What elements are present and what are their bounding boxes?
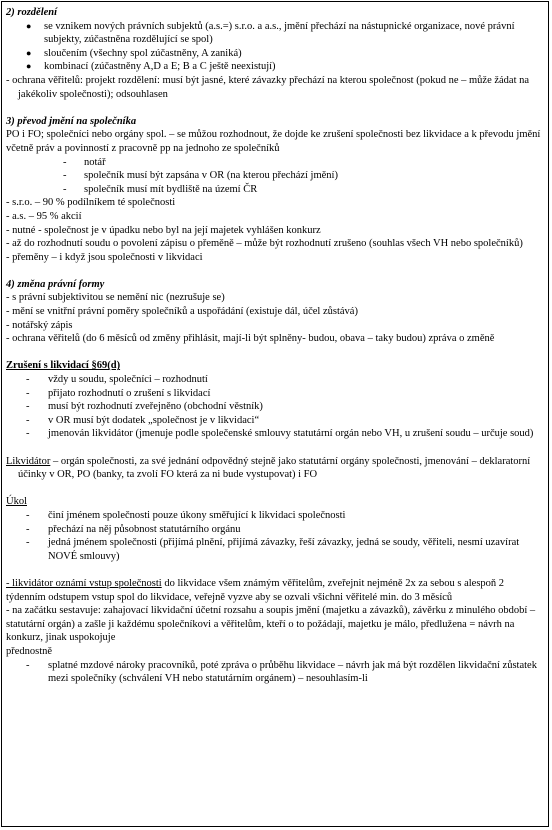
bullet-icon: ● — [26, 47, 32, 58]
section-heading-zmena: 4) změna právní formy — [6, 278, 105, 290]
text-line: - a.s. – 95 % akcií — [6, 210, 82, 222]
dash-list — [6, 156, 544, 197]
list-item: - musí být rozhodnutí zveřejněno (obchodní věstník) — [26, 401, 263, 413]
paragraph: - likvidátor oznámí vstup společnosti do likvidace všem známým věřitelům, zveřejnit nejméně 2x za sebou s alespoň 2 týdenním odstupem vstup spol do likvidace, veřejně vyzve aby se ozvali všichni věřitelé min. do 3 měsíců — [6, 577, 505, 603]
paragraph: PO i FO; společníci nebo orgány spol. – se můžou rozhodnout, že dojde ke zrušení společnosti bez likvidace a k převodu jmění včetně práv a povinností z pracovně pp na jednoho ze společníků — [6, 129, 541, 154]
paragraph-likvidator: Likvidátor – orgán společnosti, za své jednání odpovědný stejně jako statutární orgány společnosti, jmenování – deklaratorní účinky v OR, PO (banky, ta zvolí FO která za ni bude vystupovat) i FO — [6, 455, 531, 481]
list-item: ● kombinací (zúčastněny A,D a E; B a C ještě neexistují) — [26, 61, 276, 73]
text-line: - přeměny – i když jsou společnosti v likvidaci — [6, 251, 203, 263]
text-line: - ochrana věřitelů (do 6 měsíců od změny přihlásit, mají-li být splněny- budou, obava – taky budou) zpráva o změně — [6, 333, 495, 345]
dash-list — [6, 373, 544, 441]
list-item: - společník musí být zapsána v OR (na kterou přechází jmění) — [63, 170, 338, 182]
list-item: ● se vznikem nových právních subjektů (a.s.=) s.r.o. a a.s., jmění přechází na nástupnické organizace, nové právní subjekty, zúčastněna rozdělující se spol) — [26, 20, 515, 46]
section-heading-rozdeleni: 2) rozdělení — [6, 7, 58, 18]
section-heading-ukol: Úkol — [6, 496, 27, 508]
list-item: - přijato rozhodnutí o zrušení s likvidací — [26, 387, 211, 399]
dash-list — [6, 509, 544, 563]
text-line: - nutné - společnost je v úpadku nebo byl na její majetek vyhlášen konkurz — [6, 224, 321, 236]
text-line: - s právní subjektivitou se nemění nic (nezrušuje se) — [6, 292, 225, 304]
text-line: - mění se vnitřní právní poměry společníků a uspořádání (existuje dál, účel zůstává) — [6, 306, 358, 318]
term-likvidator: Likvidátor — [6, 455, 51, 467]
text-line: přednostně — [6, 645, 53, 657]
bullet-icon: ● — [26, 61, 32, 72]
list-item: - jmenován likvidátor (jmenuje podle společenské smlouvy statutární orgán nebo VH, u zrušení soudu – určuje soud) — [26, 428, 534, 440]
list-item: - v OR musí být dodatek „společnost je v likvidaci“ — [26, 414, 260, 426]
bullet-icon: ● — [26, 20, 32, 31]
list-item: - jedná jménem společnosti (přijímá plnění, přijímá závazky, řeší závazky, jedná se soudy, věřiteli, nesmí uzavírat NOVÉ smlouvy) — [26, 537, 520, 562]
list-item: - notář — [63, 156, 106, 168]
list-item: - přechází na něj působnost statutárního orgánu — [26, 523, 241, 535]
list-item: - společník musí mít bydliště na území ČR — [63, 183, 258, 195]
section-heading-prevod: 3) převod jmění na společníka — [6, 115, 137, 127]
document-page — [1, 1, 549, 827]
list-item: - vždy u soudu, společníci – rozhodnutí — [26, 374, 208, 386]
list-item: ● sloučením (všechny spol zúčastněny, A zaniká) — [26, 47, 242, 59]
bullet-list — [6, 20, 544, 74]
text-line: - notářský zápis — [6, 319, 73, 331]
dash-list — [6, 659, 544, 686]
section-heading-zruseni: Zrušení s likvidací §69(d) — [6, 360, 121, 372]
text-line: - ochrana věřitelů: projekt rozdělení: musí být jasné, které závazky přechází na kterou společnost (pokud ne – může žádat na jakékoliv společnosti); odsouhlasen — [6, 74, 530, 100]
text-line: - až do rozhodnutí soudu o povolení zápisu o přeměně – může být rozhodnutí zrušeno (souhlas všech VH nebo společníků) — [6, 238, 523, 250]
list-item: - činí jménem společnosti pouze úkony směřující k likvidaci společnosti — [26, 509, 346, 521]
paragraph: - na začátku sestavuje: zahajovací likvidační účetní rozsahu a soupis jmění (majetku a závazků), závěrku z minulého období – statutární orgán) a zašle ji každému společníkovi a věřitelům, kteří o to požádají, majetku je málo, předlužena = návrh na konkurz, jinak uspokojuje — [6, 605, 536, 644]
list-item: - splatné mzdové nároky pracovníků, poté zpráva o průběhu likvidace – návrh jak má být rozdělen likvidační zůstatek mezi společníky (schválení VH nebo statutárním orgánem) – nesouhlasím-li — [26, 659, 537, 685]
text-line: - s.r.o. – 90 % podílníkem té společnosti — [6, 197, 176, 209]
